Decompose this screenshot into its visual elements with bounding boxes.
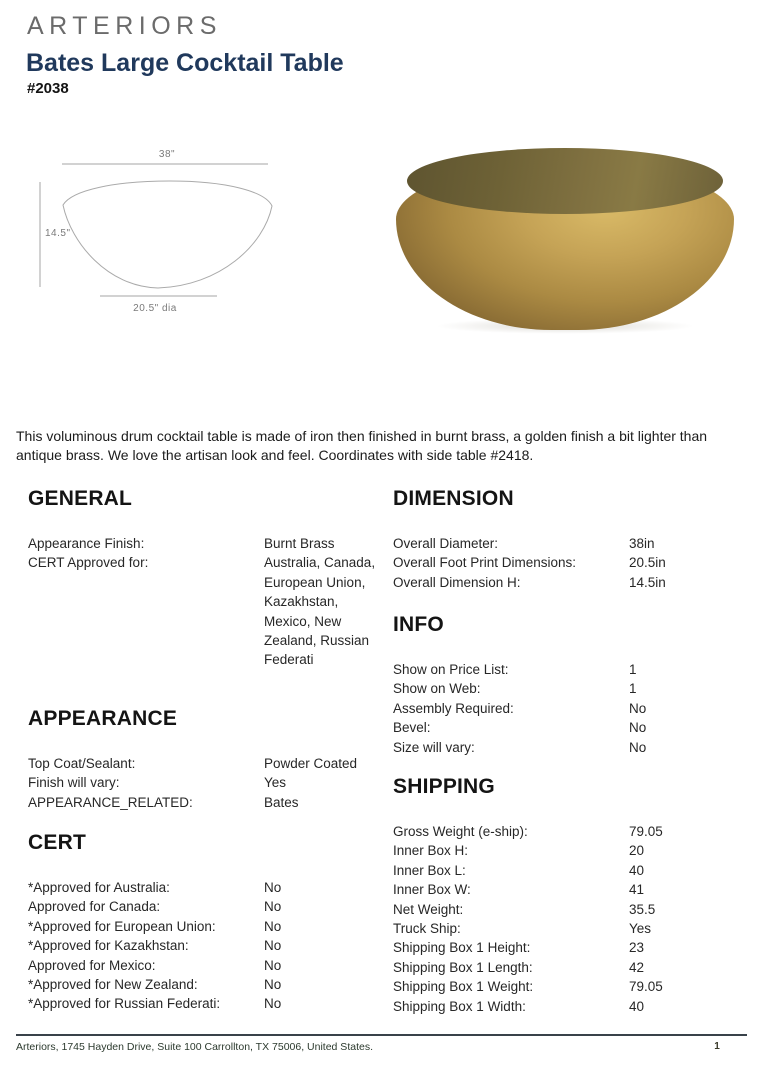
spec-label: Shipping Box 1 Height:	[393, 940, 531, 956]
spec-value: No	[629, 700, 647, 716]
spec-label: *Approved for Russian Federati:	[28, 996, 221, 1012]
technical-drawing	[30, 140, 320, 345]
section-cert-title: CERT	[28, 831, 86, 854]
spec-label: *Approved for Australia:	[28, 880, 170, 895]
spec-value: Australia, Canada, European Union, Kazakhstan, Mexico, New Zealand, Russian Federati	[264, 555, 376, 668]
spec-value: 40	[629, 998, 645, 1014]
section-general-rows	[28, 534, 382, 670]
spec-row	[393, 900, 747, 919]
spec-value: 40	[629, 862, 645, 878]
spec-row	[393, 738, 747, 757]
spec-row	[393, 919, 747, 938]
spec-label: Show on Price List:	[393, 662, 509, 677]
section-cert	[28, 830, 382, 1014]
spec-value: Bates	[264, 794, 299, 810]
section-info	[393, 612, 747, 757]
section-info-title: INFO	[393, 613, 444, 636]
section-dimension-title: DIMENSION	[393, 487, 514, 510]
spec-row	[28, 917, 382, 936]
product-photo-top-surface	[407, 148, 723, 214]
section-appearance	[28, 706, 382, 812]
spec-value: Yes	[264, 775, 287, 791]
spec-label: Gross Weight (e-ship):	[393, 824, 528, 839]
spec-row	[28, 994, 382, 1013]
section-info-rows	[393, 660, 747, 757]
section-general-title: GENERAL	[28, 487, 133, 510]
spec-label: Inner Box W:	[393, 882, 471, 898]
section-cert-rows	[28, 878, 382, 1014]
spec-label: Overall Dimension H:	[393, 574, 521, 590]
spec-row	[393, 822, 747, 841]
spec-value: Powder Coated	[264, 756, 358, 771]
section-appearance-title: APPEARANCE	[28, 707, 178, 730]
spec-label: Inner Box L:	[393, 862, 466, 878]
spec-row	[28, 754, 382, 773]
spec-value: 38in	[629, 536, 655, 551]
spec-value: No	[264, 977, 282, 993]
spec-row	[28, 956, 382, 975]
spec-label: Truck Ship:	[393, 921, 461, 937]
spec-row	[28, 534, 382, 553]
product-description: This voluminous drum cocktail table is made of iron then finished in burnt brass, a golden finish a bit lighter than antique brass. We love the artisan look and feel. Coordinates with side table #2418.	[16, 428, 708, 463]
section-shipping	[393, 774, 747, 1016]
spec-row	[28, 793, 382, 812]
spec-value: 20	[629, 843, 645, 859]
spec-value: 14.5in	[629, 574, 666, 590]
spec-label: Shipping Box 1 Width:	[393, 998, 526, 1014]
spec-value: No	[264, 899, 282, 915]
page-title: Bates Large Cocktail Table	[26, 49, 344, 77]
section-shipping-title: SHIPPING	[393, 775, 495, 798]
spec-value: No	[264, 880, 282, 895]
spec-row	[393, 573, 747, 592]
spec-row	[28, 878, 382, 897]
spec-row	[393, 718, 747, 737]
spec-row	[393, 679, 747, 698]
spec-label: Appearance Finish:	[28, 536, 145, 551]
spec-value: 79.05	[629, 979, 663, 995]
spec-value: 35.5	[629, 901, 656, 917]
brand-logo: ARTERIORS	[27, 12, 222, 40]
dimension-width-label: 38"	[158, 149, 176, 160]
spec-label: *Approved for Kazakhstan:	[28, 938, 189, 954]
spec-value: No	[629, 739, 647, 755]
dimension-diameter-label: 20.5" dia	[133, 303, 177, 314]
spec-label: Bevel:	[393, 720, 431, 736]
spec-row	[393, 861, 747, 880]
section-dimension-rows	[393, 534, 747, 592]
spec-row	[393, 553, 747, 572]
section-appearance-rows	[28, 754, 382, 812]
spec-value: No	[264, 918, 282, 934]
spec-value: 79.05	[629, 824, 663, 839]
spec-value: Yes	[629, 921, 652, 937]
spec-label: *Approved for New Zealand:	[28, 977, 198, 993]
spec-label: Net Weight:	[393, 901, 464, 917]
spec-label: Size will vary:	[393, 739, 475, 755]
spec-row	[393, 958, 747, 977]
spec-row	[393, 997, 747, 1016]
spec-label: Approved for Canada:	[28, 899, 161, 915]
spec-label: Show on Web:	[393, 681, 481, 697]
spec-row	[28, 975, 382, 994]
spec-row	[393, 977, 747, 996]
spec-label: Inner Box H:	[393, 843, 469, 859]
spec-label: Overall Diameter:	[393, 536, 499, 551]
section-shipping-rows	[393, 822, 747, 1016]
spec-value: No	[264, 996, 282, 1012]
spec-label: Shipping Box 1 Length:	[393, 959, 533, 975]
spec-value: 23	[629, 940, 645, 956]
spec-value: No	[264, 957, 282, 973]
spec-value: 1	[629, 662, 637, 677]
spec-row	[393, 938, 747, 957]
spec-row	[393, 841, 747, 860]
spec-value: Burnt Brass	[264, 536, 335, 551]
spec-value: 41	[629, 882, 645, 898]
spec-row	[28, 553, 382, 669]
spec-row	[393, 699, 747, 718]
product-photo	[390, 142, 740, 335]
spec-row	[393, 534, 747, 553]
spec-label: *Approved for European Union:	[28, 918, 216, 934]
spec-label: Assembly Required:	[393, 700, 514, 716]
spec-value: No	[629, 720, 647, 736]
spec-row	[393, 660, 747, 679]
footer-page-number: 1	[714, 1041, 720, 1052]
spec-row	[28, 897, 382, 916]
spec-label: CERT Approved for:	[28, 555, 149, 571]
spec-label: Overall Foot Print Dimensions:	[393, 555, 577, 571]
dimension-height-label: 14.5"	[45, 228, 71, 239]
spec-value: 42	[629, 959, 645, 975]
spec-value: 1	[629, 681, 637, 697]
footer-divider	[16, 1034, 747, 1036]
spec-label: Top Coat/Sealant:	[28, 756, 136, 771]
spec-row	[28, 936, 382, 955]
product-number: #2038	[27, 80, 69, 97]
spec-label: Approved for Mexico:	[28, 957, 156, 973]
spec-row	[393, 880, 747, 899]
spec-value: 20.5in	[629, 555, 666, 571]
spec-label: APPEARANCE_RELATED:	[28, 794, 193, 810]
section-general	[28, 486, 382, 670]
spec-label: Shipping Box 1 Weight:	[393, 979, 534, 995]
section-dimension	[393, 486, 747, 592]
spec-value: No	[264, 938, 282, 954]
spec-row	[28, 773, 382, 792]
spec-label: Finish will vary:	[28, 775, 120, 791]
footer-address: Arteriors, 1745 Hayden Drive, Suite 100 Carrollton, TX 75006, United States.	[16, 1041, 373, 1053]
drawing-outline	[30, 140, 320, 345]
